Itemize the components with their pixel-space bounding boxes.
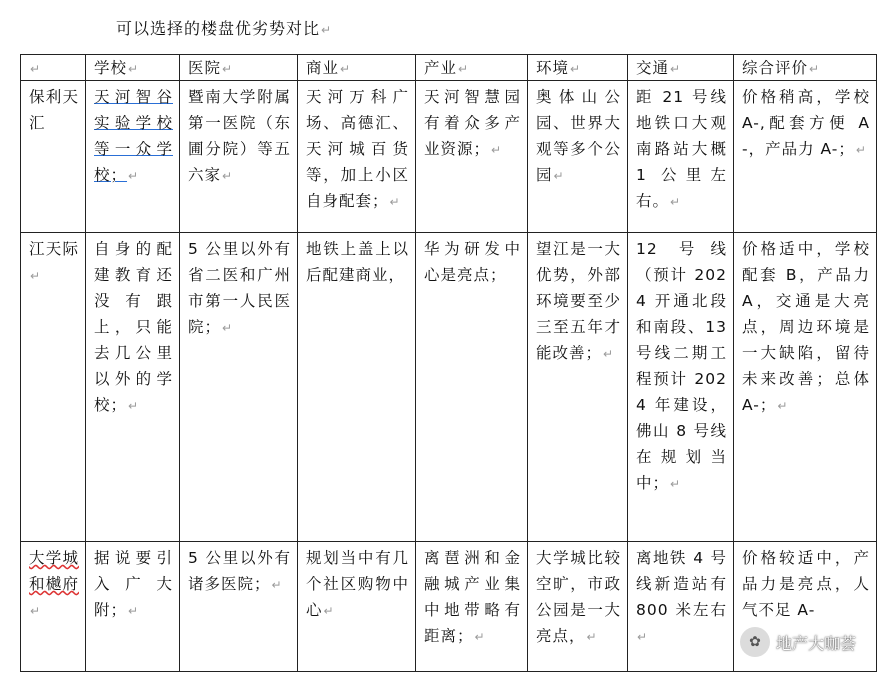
wechat-icon: ✿ bbox=[740, 627, 770, 657]
cell-commerce: 规划当中有几个社区购物中心↵ bbox=[298, 542, 416, 672]
cell-overall: 价格适中，学校配套 B，产品力 A，交通是大亮点，周边环境是一大缺陷，留待未来改善；总体 A-；↵ bbox=[734, 233, 877, 542]
cell-commerce: 地铁上盖上以后配建商业， bbox=[298, 233, 416, 542]
header-cell-overall: 综合评价↵ bbox=[734, 55, 877, 81]
cell-transport: 12 号线（预计 2024 开通北段和南段、13 号线二期工程预计 2024 年建设，佛山 8 号线在规划当中；↵ bbox=[628, 233, 734, 542]
cell-environment: 奥体山公园、世界大观等多个公园↵ bbox=[528, 81, 628, 233]
table-header-row bbox=[21, 55, 877, 81]
cell-school: 自身的配建教育还没有跟上，只能去几公里以外的学校；↵ bbox=[86, 233, 180, 542]
row-name: 大学城和樾府↵ bbox=[21, 542, 86, 672]
header-cell-blank: ↵ bbox=[21, 55, 86, 81]
cell-hospital: 暨南大学附属第一医院（东圃分院）等五六家↵ bbox=[180, 81, 298, 233]
cell-environment: 大学城比较空旷，市政公园是一大亮点，↵ bbox=[528, 542, 628, 672]
header-cell-transport: 交通↵ bbox=[628, 55, 734, 81]
cell-overall: 价格较适中，产品力是亮点，人气不足 A- bbox=[734, 542, 877, 672]
header-cell-industry: 产业↵ bbox=[416, 55, 528, 81]
cell-overall: 价格稍高，学校 A-,配套方便 A-，产品力 A-；↵ bbox=[734, 81, 877, 233]
comparison-table bbox=[20, 54, 877, 672]
row-name: 江天际↵ bbox=[21, 233, 86, 542]
cell-industry: 离琶洲和金融城产业集中地带略有距离；↵ bbox=[416, 542, 528, 672]
cell-industry: 天河智慧园有着众多产业资源；↵ bbox=[416, 81, 528, 233]
cell-school: 据说要引入广大附；↵ bbox=[86, 542, 180, 672]
cell-school: 天河智谷实验学校等一众学校；↵ bbox=[86, 81, 180, 233]
header-cell-environment: 环境↵ bbox=[528, 55, 628, 81]
table-row bbox=[21, 81, 877, 233]
table-row bbox=[21, 233, 877, 542]
cell-industry: 华为研发中心是亮点； bbox=[416, 233, 528, 542]
cell-environment: 望江是一大优势，外部环境要至少三至五年才能改善；↵ bbox=[528, 233, 628, 542]
header-cell-commerce: 商业↵ bbox=[298, 55, 416, 81]
cell-hospital: 5 公里以外有诸多医院；↵ bbox=[180, 542, 298, 672]
row-name: 保利天汇 bbox=[21, 81, 86, 233]
header-cell-school: 学校↵ bbox=[86, 55, 180, 81]
cell-commerce: 天河万科广场、高德汇、天河城百货等，加上小区自身配套；↵ bbox=[298, 81, 416, 233]
document-title: 可以选择的楼盘优劣势对比↵ bbox=[116, 19, 333, 38]
watermark: ✿ 地产大咖荟 bbox=[740, 627, 856, 657]
cell-transport: 离地铁 4 号线新造站有 800 米左右↵ bbox=[628, 542, 734, 672]
header-cell-hospital: 医院↵ bbox=[180, 55, 298, 81]
cell-transport: 距 21 号线地铁口大观南路站大概 1 公里左右。↵ bbox=[628, 81, 734, 233]
cell-hospital: 5 公里以外有省二医和广州市第一人民医院；↵ bbox=[180, 233, 298, 542]
